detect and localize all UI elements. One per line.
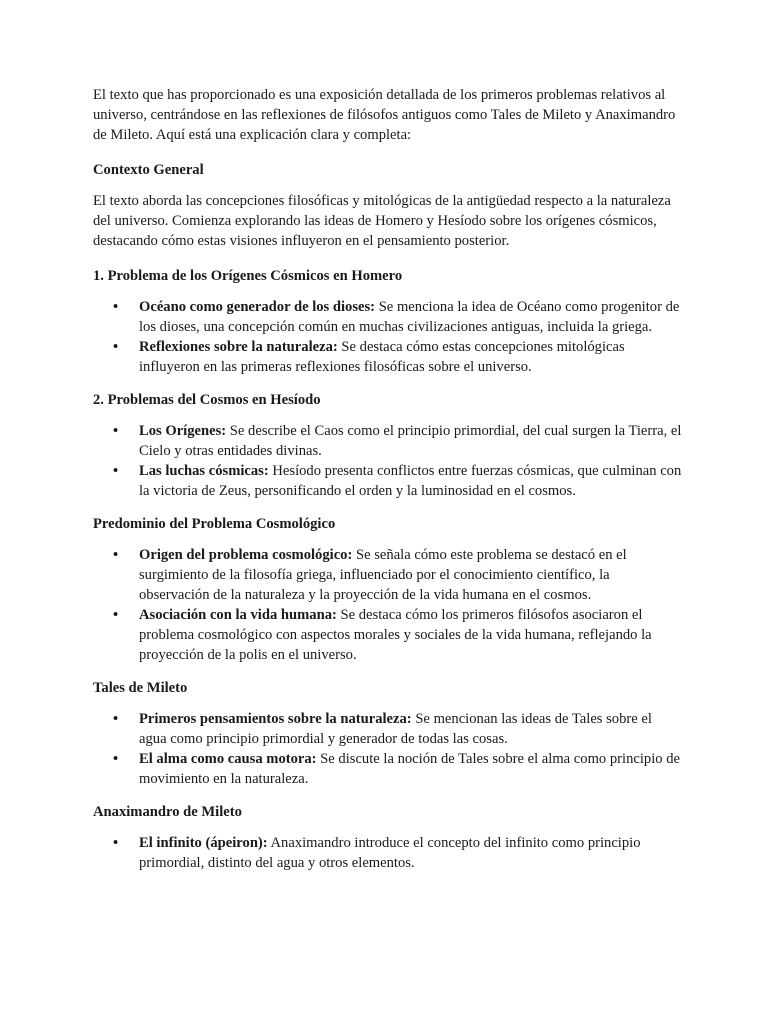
list-item (93, 545, 683, 605)
bullet-icon: • (113, 547, 119, 563)
bullet-icon: • (113, 463, 119, 479)
list-item (93, 421, 683, 461)
list-item (93, 833, 683, 873)
section-heading-hesiodo: 2. Problemas del Cosmos en Hesíodo (93, 392, 321, 408)
list-item-label: Océano como generador de los dioses: (139, 299, 376, 315)
list-item-label: El infinito (ápeiron): (139, 835, 268, 851)
list-item-text: Se señala cómo este problema se destacó en el surgimiento de la filosofía griega, influenciado por el conocimiento científico, la observación de la naturaleza y la proyección de la vida humana en el cosmos. (139, 547, 627, 603)
list-item-text: Se destaca cómo estas concepciones mitológicas influyeron en las primeras reflexiones filosóficas sobre el universo. (139, 339, 625, 375)
bullet-icon: • (113, 835, 119, 851)
list-item (93, 749, 683, 789)
list-item-label: Reflexiones sobre la naturaleza: (139, 339, 338, 355)
intro-paragraph: El texto que has proporcionado es una exposición detallada de los primeros problemas relativos al universo, centrándose en las reflexiones de filósofos antiguos como Tales de Mileto y Anaximandro de Mileto. Aquí está una explicación clara y completa: (93, 87, 676, 143)
list-item-label: El alma como causa motora: (139, 751, 317, 767)
list-item (93, 709, 683, 749)
bullet-icon: • (113, 423, 119, 439)
list-item-label: Las luchas cósmicas: (139, 463, 269, 479)
bullet-icon: • (113, 711, 119, 727)
contexto-paragraph: El texto aborda las concepciones filosóficas y mitológicas de la antigüedad respecto a la naturaleza del universo. Comienza explorando las ideas de Homero y Hesíodo sobre los orígenes cósmicos, destacando cómo estas visiones influyeron en el pensamiento posterior. (93, 193, 671, 249)
list-item-text: Anaximandro introduce el concepto del infinito como principio primordial, distinto del agua y otros elementos. (139, 835, 641, 871)
bullet-list-homero (93, 297, 683, 377)
bullet-list-predominio (93, 545, 683, 665)
list-item-text: Se describe el Caos como el principio primordial, del cual surgen la Tierra, el Cielo y otras entidades divinas. (139, 423, 682, 459)
section-heading-contexto: Contexto General (93, 162, 204, 178)
section-heading-anaximandro: Anaximandro de Mileto (93, 804, 242, 820)
bullet-list-hesiodo (93, 421, 683, 501)
document-page (93, 85, 683, 886)
list-item-label: Asociación con la vida humana: (139, 607, 337, 623)
section-heading-homero: 1. Problema de los Orígenes Cósmicos en Homero (93, 268, 403, 284)
list-item (93, 605, 683, 665)
list-item-label: Los Orígenes: (139, 423, 227, 439)
list-item-label: Primeros pensamientos sobre la naturaleza: (139, 711, 412, 727)
list-item (93, 337, 683, 377)
bullet-list-anaximandro (93, 833, 683, 873)
list-item-text: Se mencionan las ideas de Tales sobre el agua como principio primordial y generador de todas las cosas. (139, 711, 652, 747)
list-item (93, 461, 683, 501)
bullet-icon: • (113, 751, 119, 767)
bullet-icon: • (113, 339, 119, 355)
list-item (93, 297, 683, 337)
list-item-text: Se destaca cómo los primeros filósofos asociaron el problema cosmológico con aspectos morales y sociales de la vida humana, reflejando la proyección de la polis en el universo. (139, 607, 652, 663)
bullet-icon: • (113, 607, 119, 623)
section-heading-tales: Tales de Mileto (93, 680, 188, 696)
list-item-text: Se discute la noción de Tales sobre el alma como principio de movimiento en la naturaleza. (139, 751, 680, 787)
list-item-text: Hesíodo presenta conflictos entre fuerzas cósmicas, que culminan con la victoria de Zeus, personificando el orden y la luminosidad en el cosmos. (139, 463, 682, 499)
bullet-icon: • (113, 299, 119, 315)
bullet-list-tales (93, 709, 683, 789)
list-item-text: Se menciona la idea de Océano como progenitor de los dioses, una concepción común en muchas civilizaciones antiguas, incluida la griega. (139, 299, 680, 335)
list-item-label: Origen del problema cosmológico: (139, 547, 353, 563)
section-heading-predominio: Predominio del Problema Cosmológico (93, 516, 336, 532)
